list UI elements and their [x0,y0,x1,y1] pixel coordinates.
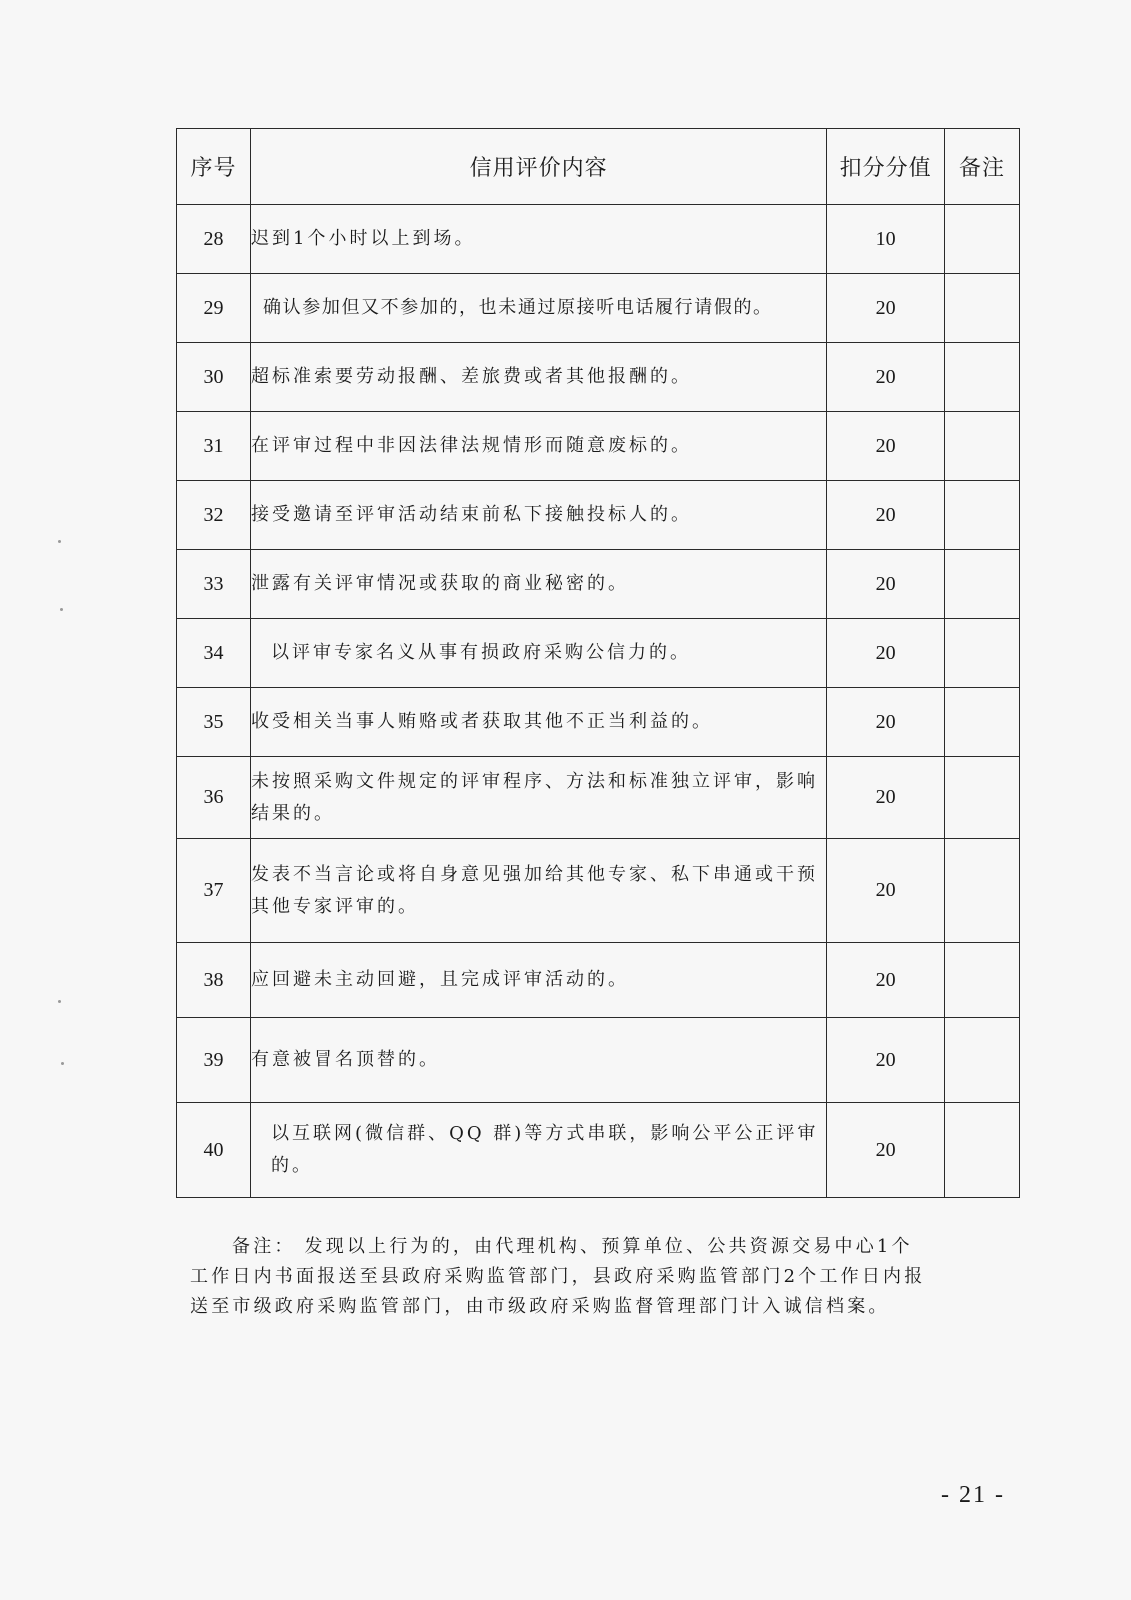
table-row [177,839,1020,943]
row-content: 在评审过程中非因法律法规情形而随意废标的。 [251,412,827,481]
row-note [944,1103,1019,1198]
row-content: 接受邀请至评审活动结束前私下接触投标人的。 [251,481,827,550]
row-index: 34 [177,619,251,688]
credit-evaluation-table [176,128,1020,1198]
row-deduction: 20 [827,688,945,757]
row-index: 38 [177,943,251,1018]
row-content: 确认参加但又不参加的，也未通过原接听电话履行请假的。 [251,274,827,343]
row-index: 36 [177,757,251,839]
scan-speck [58,1000,61,1003]
table-header-row [177,129,1020,205]
row-note [944,205,1019,274]
table-row [177,274,1020,343]
table-row [177,343,1020,412]
table-row [177,619,1020,688]
row-index: 29 [177,274,251,343]
row-index: 39 [177,1018,251,1103]
scan-speck [61,1062,64,1065]
row-note [944,550,1019,619]
table-row [177,757,1020,839]
row-index: 40 [177,1103,251,1198]
row-note [944,1018,1019,1103]
table-row [177,1018,1020,1103]
row-index: 35 [177,688,251,757]
row-content: 以互联网(微信群、QQ 群)等方式串联，影响公平公正评审的。 [251,1103,827,1198]
row-content: 未按照采购文件规定的评审程序、方法和标准独立评审，影响结果的。 [251,757,827,839]
row-note [944,343,1019,412]
row-content: 迟到1个小时以上到场。 [251,205,827,274]
row-index: 33 [177,550,251,619]
scan-speck [58,540,61,543]
header-note: 备注 [944,129,1019,205]
row-content: 应回避未主动回避，且完成评审活动的。 [251,943,827,1018]
row-content: 超标准索要劳动报酬、差旅费或者其他报酬的。 [251,343,827,412]
row-index: 28 [177,205,251,274]
table-row [177,481,1020,550]
row-content: 有意被冒名顶替的。 [251,1018,827,1103]
row-note [944,412,1019,481]
page-number: - 21 - [941,1482,1005,1508]
row-content: 发表不当言论或将自身意见强加给其他专家、私下串通或干预其他专家评审的。 [251,839,827,943]
row-deduction: 20 [827,757,945,839]
row-note [944,839,1019,943]
table-row [177,550,1020,619]
row-deduction: 20 [827,343,945,412]
row-deduction: 20 [827,550,945,619]
row-deduction: 20 [827,412,945,481]
row-deduction: 20 [827,839,945,943]
row-content: 收受相关当事人贿赂或者获取其他不正当利益的。 [251,688,827,757]
row-note [944,688,1019,757]
row-deduction: 20 [827,1018,945,1103]
header-deduction: 扣分分值 [827,129,945,205]
row-index: 32 [177,481,251,550]
row-index: 31 [177,412,251,481]
row-deduction: 20 [827,619,945,688]
row-deduction: 20 [827,481,945,550]
row-deduction: 20 [827,1103,945,1198]
header-index: 序号 [177,129,251,205]
row-content: 泄露有关评审情况或获取的商业秘密的。 [251,550,827,619]
row-content: 以评审专家名义从事有损政府采购公信力的。 [251,619,827,688]
row-deduction: 20 [827,274,945,343]
row-deduction: 10 [827,205,945,274]
row-index: 30 [177,343,251,412]
header-content: 信用评价内容 [251,129,827,205]
row-note [944,943,1019,1018]
table-row [177,1103,1020,1198]
remark-paragraph: 备注： 发现以上行为的，由代理机构、预算单位、公共资源交易中心1个工作日内书面报送至县政府采购监管部门，县政府采购监管部门2个工作日内报送至市级政府采购监管部门，由市级政府采购监督管理部门计入诚信档案。 [190,1236,926,1317]
row-index: 37 [177,839,251,943]
scan-speck [60,608,63,611]
row-note [944,274,1019,343]
row-note [944,619,1019,688]
table-row [177,943,1020,1018]
row-note [944,757,1019,839]
row-note [944,481,1019,550]
table-row [177,205,1020,274]
row-deduction: 20 [827,943,945,1018]
table-row [177,688,1020,757]
table-row [177,412,1020,481]
